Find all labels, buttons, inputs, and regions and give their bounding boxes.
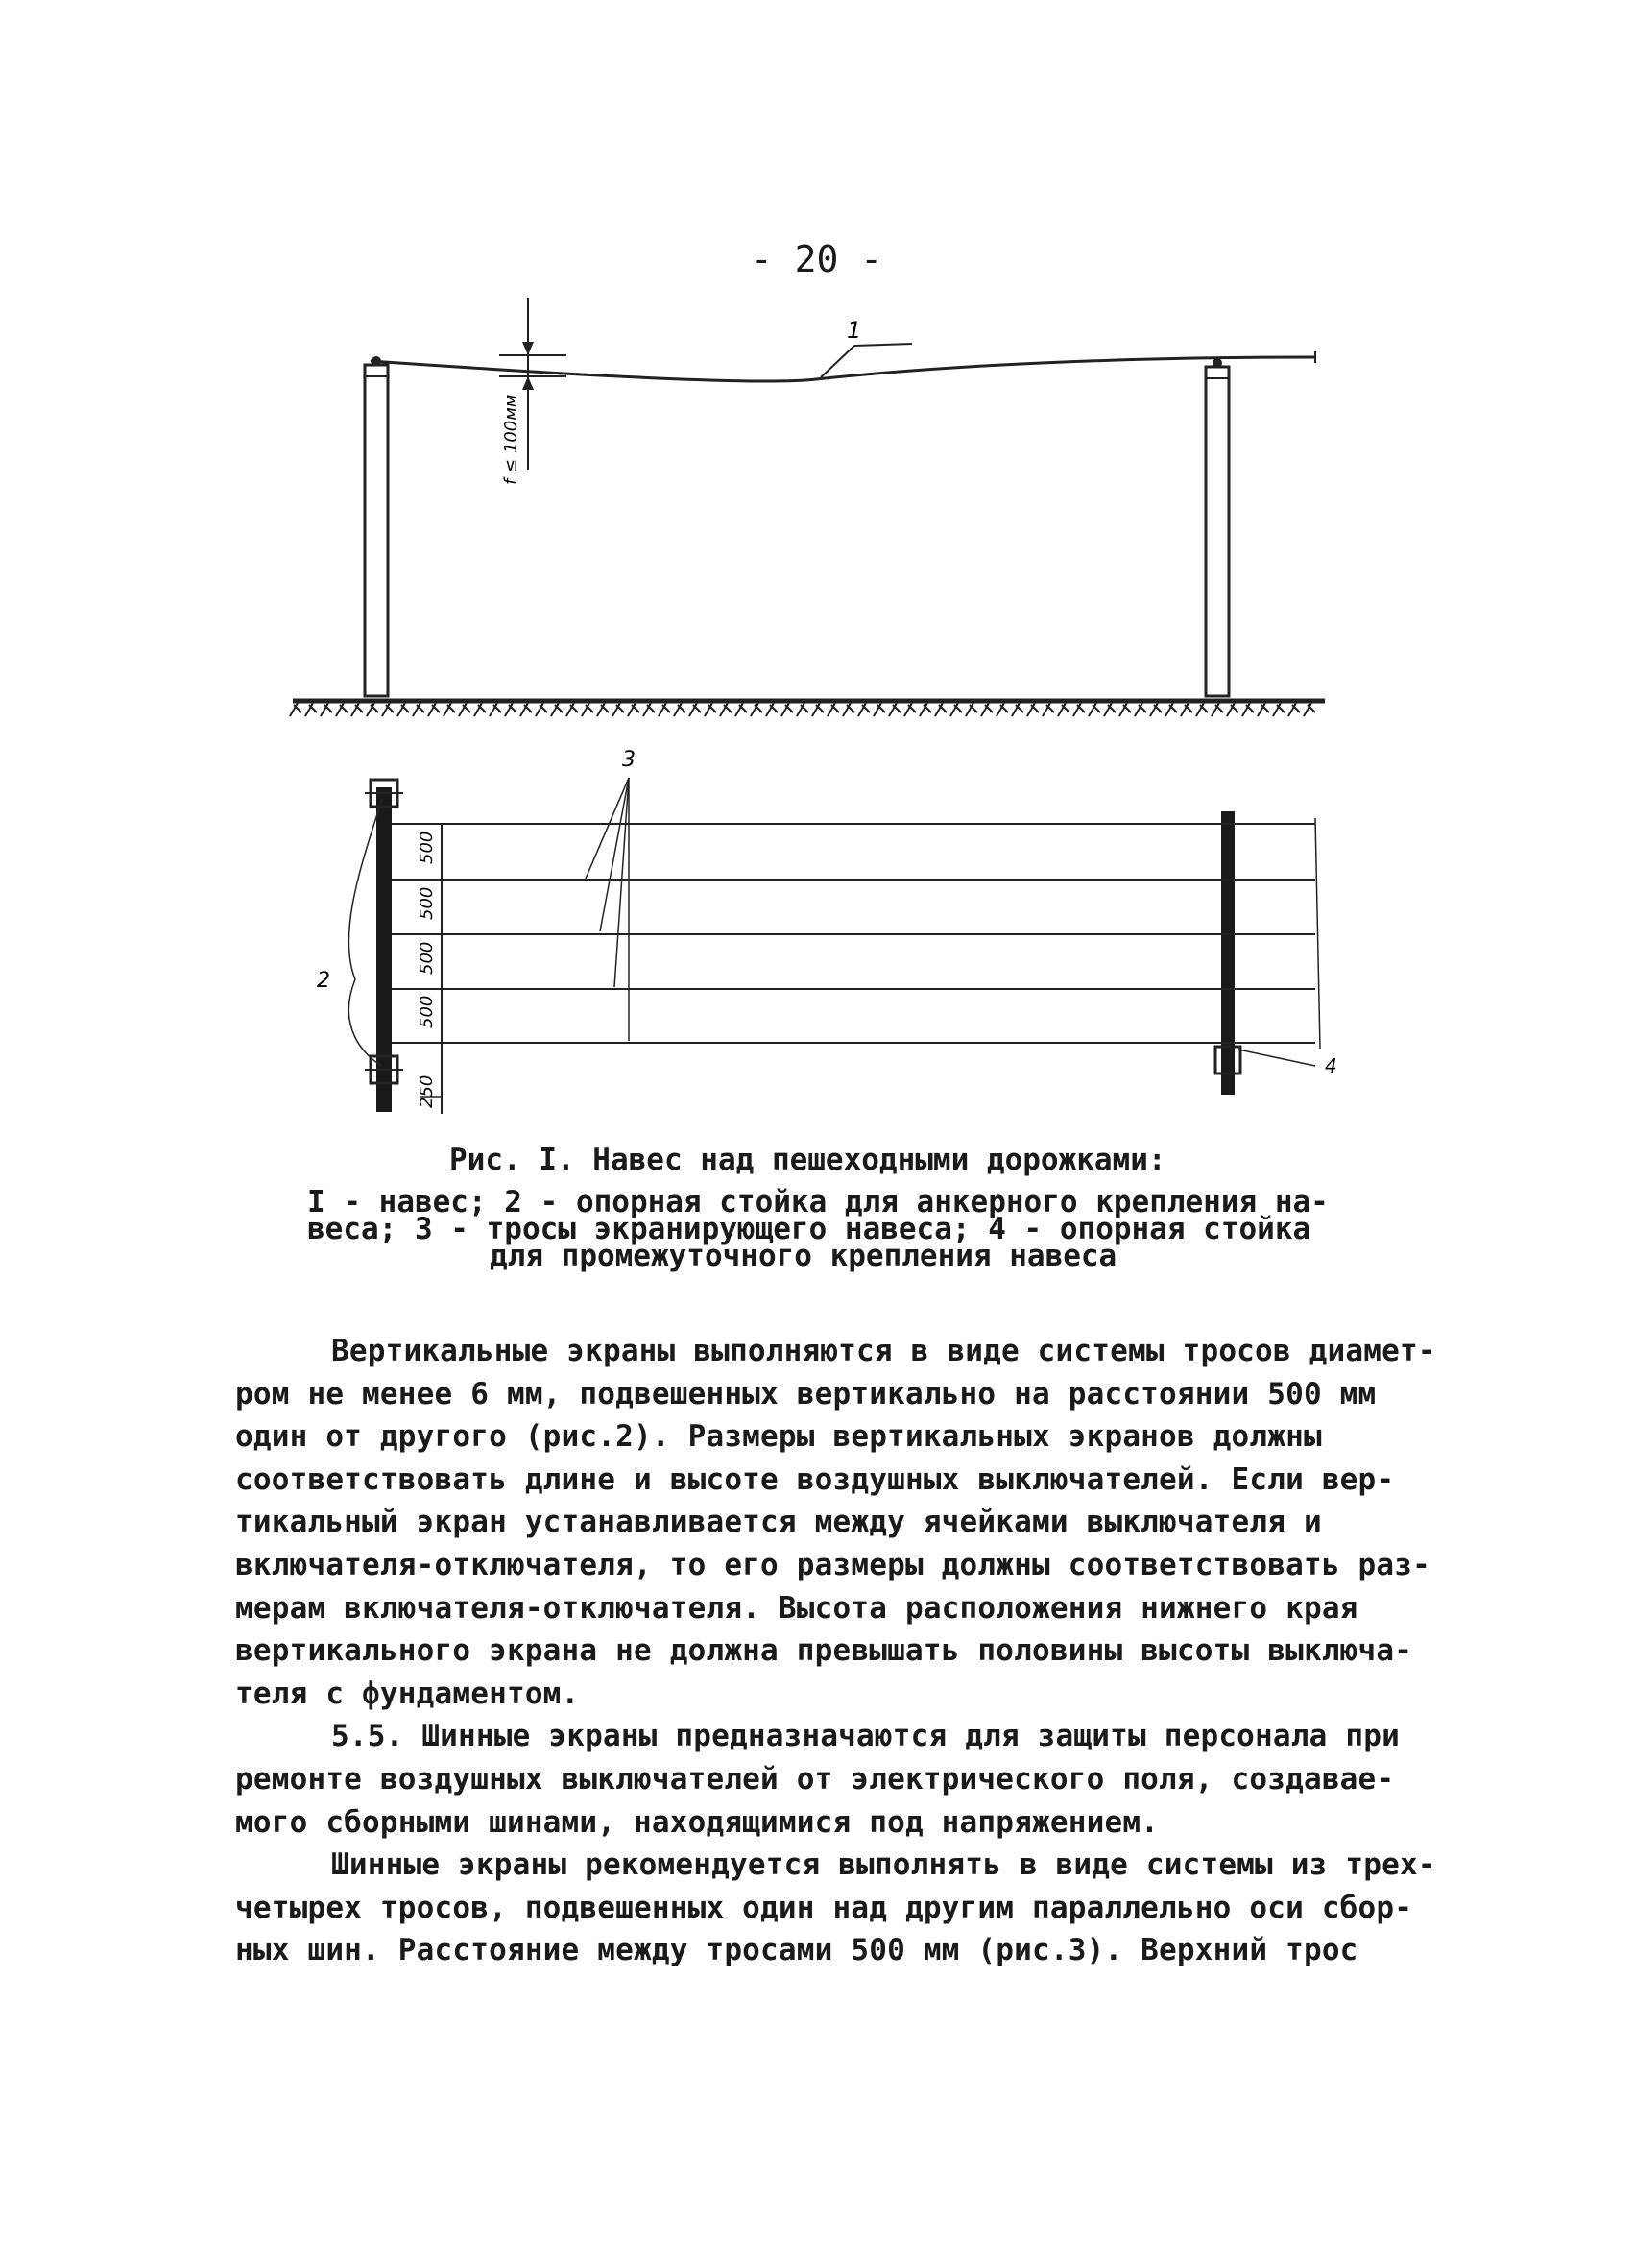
text-line: тикальный экран устанавливается между ячейками выключателя и (235, 1505, 1322, 1540)
paragraph (235, 1330, 1454, 1715)
paragraph (235, 1715, 1454, 1844)
dimension-2: 500 (417, 886, 437, 920)
dimension-4: 500 (417, 995, 437, 1028)
screen-cables (392, 824, 1315, 1043)
figure-caption-title: Рис. I. Навес над пешеходными дорожками: (449, 1143, 1166, 1177)
paragraph (235, 1844, 1454, 1972)
caption-line: веса; 3 - тросы экранирующего навеса; 4 - опорная стойка (307, 1212, 1311, 1246)
dimension-1: 500 (417, 831, 437, 864)
body-text (235, 1330, 1454, 1972)
text-line: ремонте воздушных выключателей от электрического поля, создавае- (235, 1761, 1395, 1797)
text-line: мого сборными шинами, находящимися под напряжением. (235, 1804, 1160, 1840)
figure-caption-legend (307, 1185, 1363, 1273)
text-line: мерам включателя-отключателя. Высота расположения нижнего края (235, 1590, 1358, 1626)
sag-label: f ≤ 100мм (501, 394, 521, 485)
intermediate-post-right (1221, 811, 1235, 1095)
text-line: 5.5. Шинные экраны предназначаются для защиты персонала при (331, 1719, 1400, 1754)
text-line: Шинные экраны рекомендуется выполнять в виде системы из трех- (331, 1847, 1436, 1883)
caption-line: для промежуточного крепления навеса (490, 1239, 1117, 1273)
left-post (365, 365, 388, 696)
text-line: ром не менее 6 мм, подвешенных вертикально на расстоянии 500 мм (235, 1376, 1377, 1411)
dimension-3: 500 (417, 941, 437, 975)
callout-3-label: 3 (622, 748, 636, 772)
callout-1-label: 1 (847, 317, 862, 344)
text-line: ных шин. Расстояние между тросами 500 мм (рис.3). Верхний трос (235, 1933, 1358, 1968)
text-line: вертикального экрана не должна превышать половины высоты выключа- (235, 1633, 1413, 1669)
text-line: один от другого (рис.2). Размеры вертикальных экранов должны (235, 1419, 1322, 1455)
text-line: Вертикальные экраны выполняются в виде системы тросов диамет- (331, 1334, 1436, 1368)
text-line: четырех тросов, подвешенных один над другим параллельно оси сбор- (235, 1890, 1413, 1925)
canopy-elevation-drawing (278, 288, 1354, 730)
dimension-5: 250 (417, 1074, 437, 1108)
canopy-cable-plan-drawing (278, 739, 1354, 1143)
right-post (1206, 367, 1229, 696)
text-line: включателя-отключателя, то его размеры должны соответствовать раз- (235, 1547, 1430, 1582)
callout-2-label: 2 (317, 969, 330, 993)
page-number: - 20 - (750, 238, 883, 280)
canopy-cable (371, 357, 1315, 381)
text-line: соответствовать длине и высоте воздушных выключателей. Если вер- (235, 1461, 1395, 1497)
caption-line: I - навес; 2 - опорная стойка для анкерного крепления на- (307, 1185, 1329, 1219)
callout-4-label: 4 (1325, 1054, 1337, 1077)
text-line: теля с фундаментом. (235, 1676, 580, 1711)
